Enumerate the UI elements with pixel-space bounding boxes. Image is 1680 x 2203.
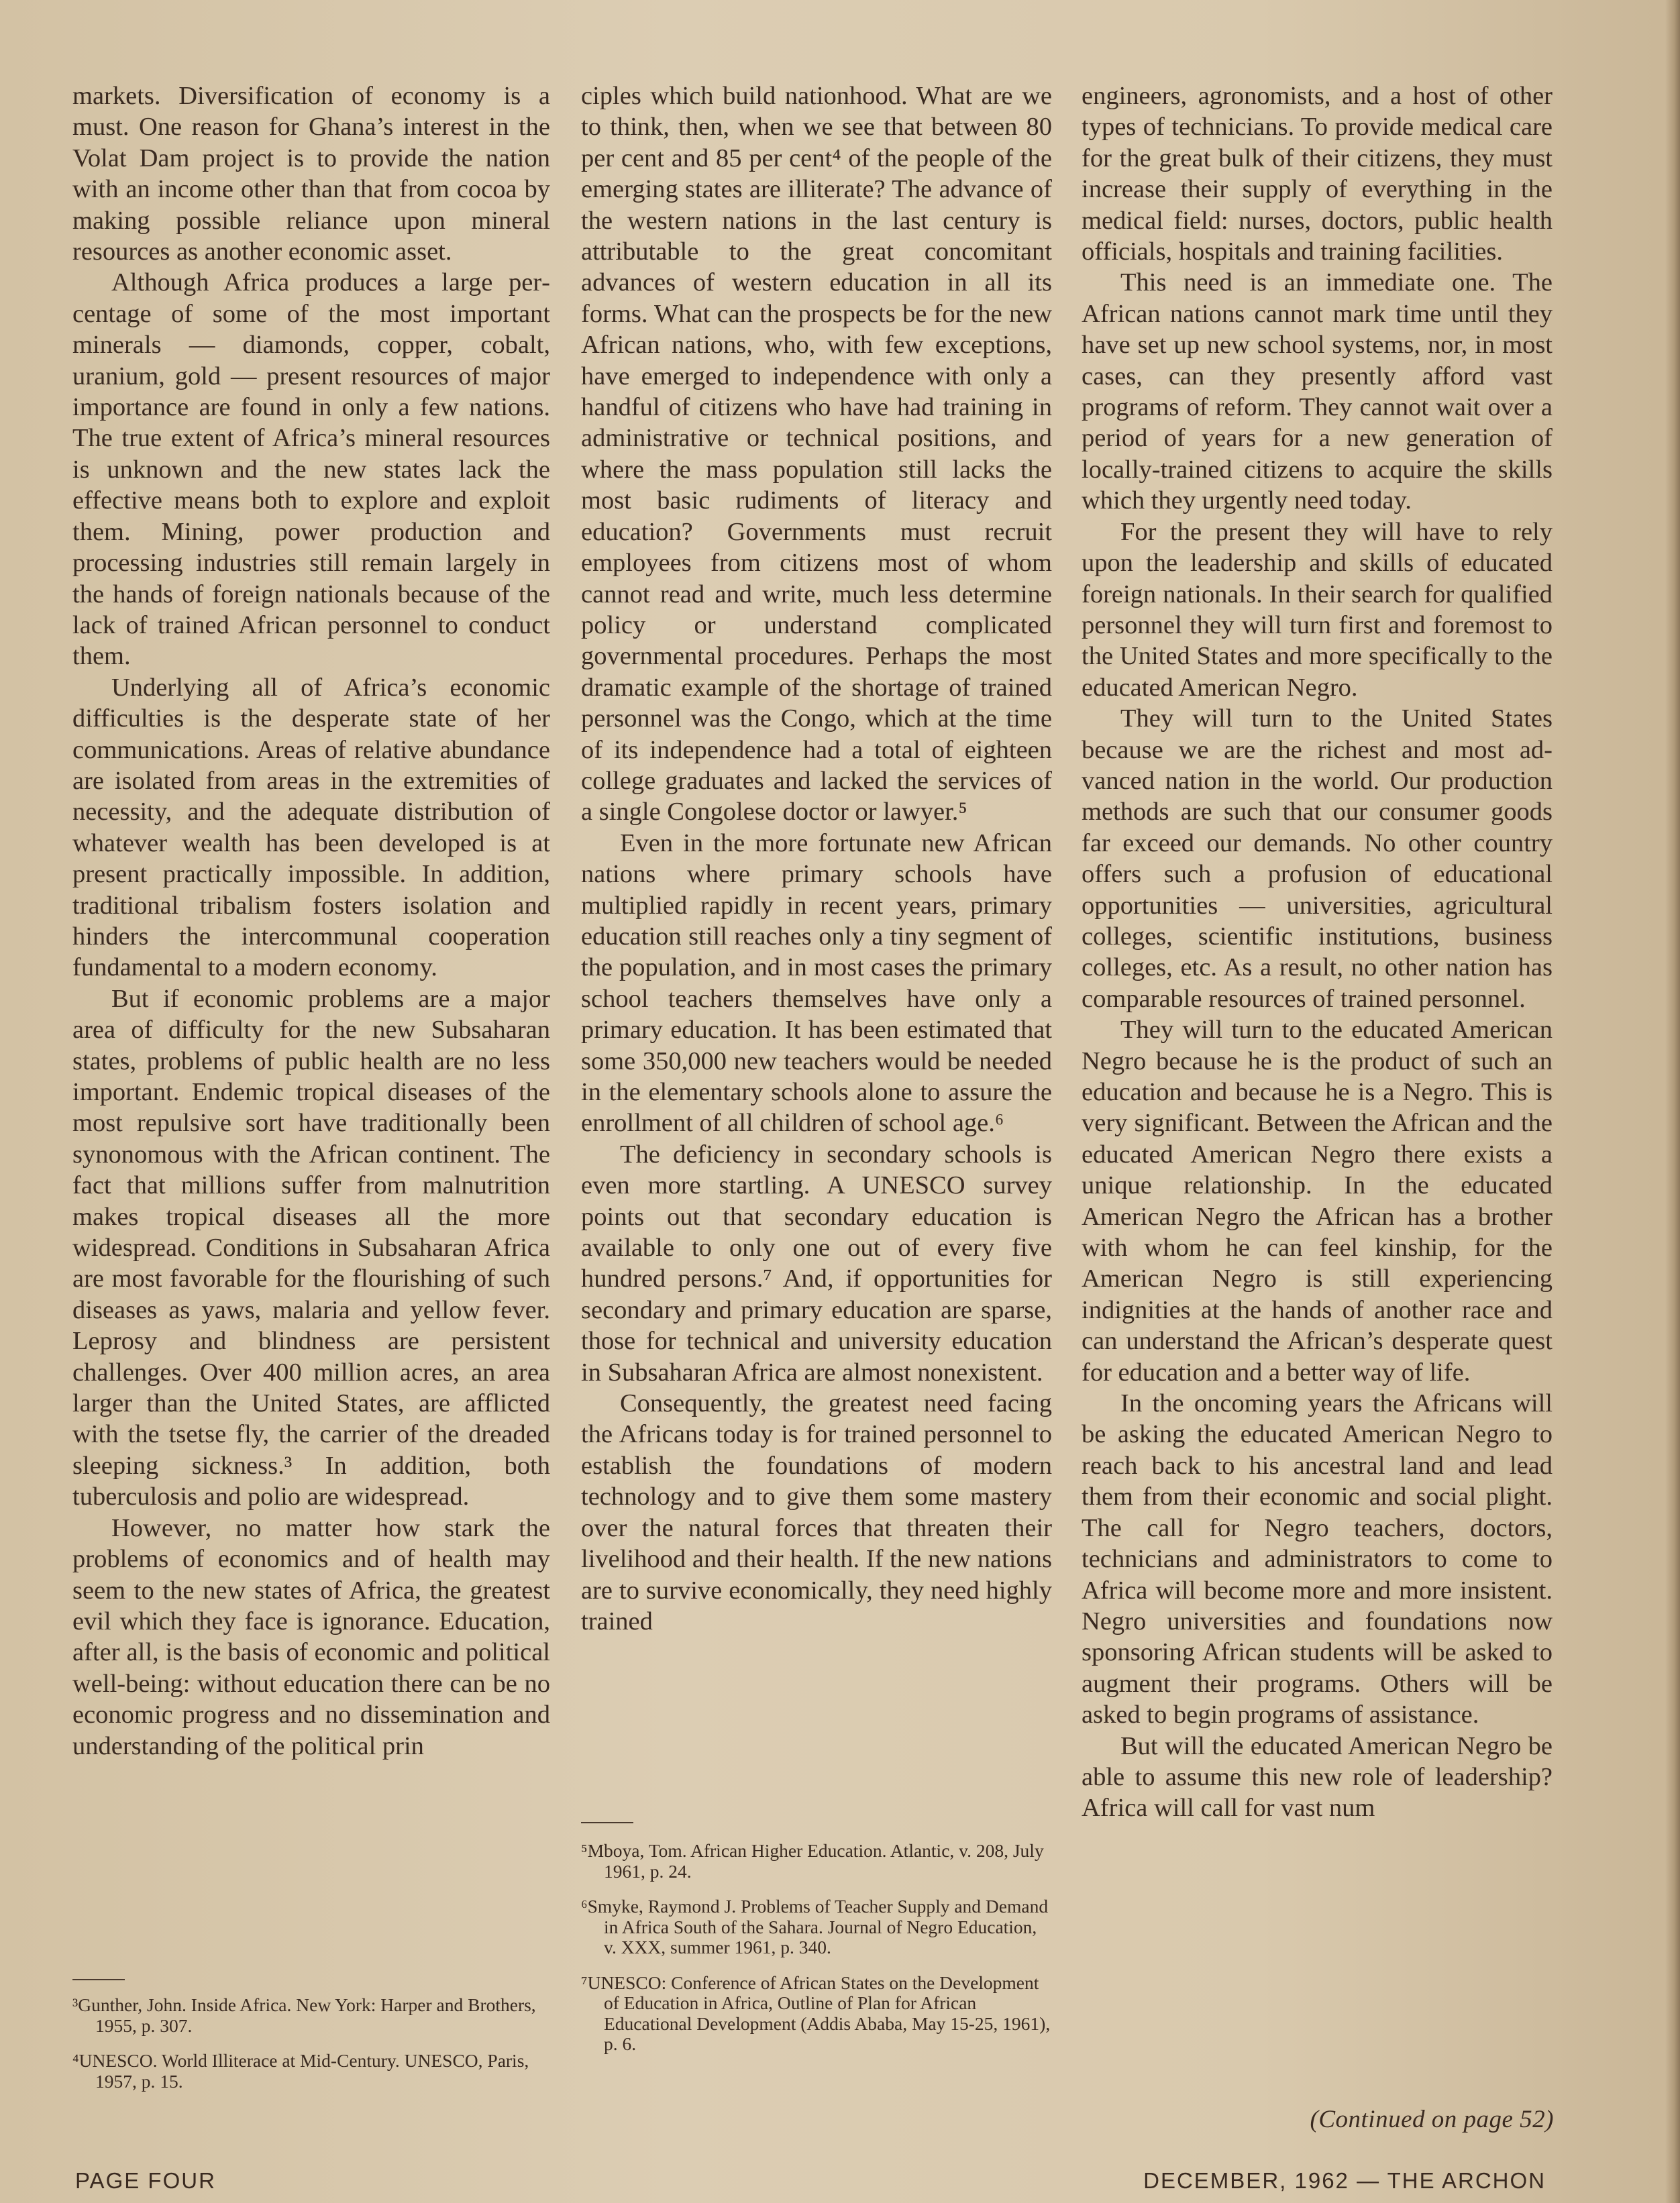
continued-note: (Continued on page 52) bbox=[1310, 2106, 1554, 2133]
paragraph: This need is an immediate one. The African nations cannot mark time until they have set up new school systems, nor, in most cases, can they presently afford vast programs of reform. They cannot wait over a period of years for a new generation of locally-trained citizens to acquire the skills which they urgently need today. bbox=[1082, 268, 1553, 515]
footnote: ⁵Mboya, Tom. African Higher Education. Atlantic, v. 208, July 1961, p. 24. bbox=[581, 1840, 1044, 1882]
paragraph: But will the educated American Negro be able to assume this new role of leadership? Africa will call for vast num bbox=[1082, 1731, 1553, 1823]
paragraph: Underlying all of Africa’s economic difficulties is the desperate state of her communications. Areas of relative abundance are isolated from areas in the extremities of necessity, and the adequate distribution of whatever wealth has been developed is at present practically impossible. In addition, traditional tribalism fosters isolation and hinders the intercommunal cooperation fundamental to a modern economy. bbox=[72, 673, 550, 982]
paragraph: Even in the more fortunate new African nations where primary schools have multiplied rapidly in recent years, primary education still reaches only a tiny segment of the population, and in most cases the primary school teachers themselves have only a primary education. It has been estimated that some 350,000 new teachers would be needed in the elementary schools alone to assure the enrollment of all children of school age.⁶ bbox=[581, 828, 1052, 1138]
paragraph: But if economic problems are a major area of difficulty for the new Subsaharan states, problems of public health are no less important. Endemic tropical diseases of the most repulsive sort have traditionally been synonomous with the African continent. The fact that millions suffer from malnutrition makes tropical diseases all the more widespread. Conditions in Subsaharan Africa are most favorable for the flourishing of such diseases as yaws, malaria and yellow fever. Leprosy and blindness are persistent challenges. Over 400 million acres, an area larger than the United States, are afflicted with the tsetse fly, the carrier of the dreaded sleeping sickness.³ In addition, both tuberculosis and polio are widespread. bbox=[72, 984, 550, 1511]
paragraph: In the oncoming years the Africans will be asking the educated American Negro to reach back to his ancestral land and lead them from their economic and social plight. The call for Negro teachers, doctors, technicians and administrators to come to Africa will become more and more insistent. Negro universities and foundations now sponsoring African students will be asked to augment their programs. Others will be asked to begin programs of assistance. bbox=[1082, 1389, 1553, 1729]
footnote: ⁴UNESCO. World Illiterace at Mid-Century. UNESCO, Paris, 1957, p. 15. bbox=[72, 2050, 529, 2092]
text-column-2 bbox=[581, 80, 1052, 1637]
text-column-1 bbox=[72, 80, 550, 1762]
text-column-3 bbox=[1082, 80, 1553, 1824]
footnotes-column-1 bbox=[72, 1995, 550, 2106]
paragraph: ciples which build nationhood. What are we to think, then, when we see that between 80 per cent and 85 per cent⁴ of the people of the emerging states are illiterate? The advance of the western nations in the last century is attributable to the great concomitant advances of western education in all its forms. What can the prospects be for the new African nations, who, with few exceptions, have emerged to independence with only a handful of citizens who have had training in administrative or technical positions, and where the mass population still lacks the most basic rudiments of literacy and education? Governments must recruit employees from citizens most of whom cannot read and write, much less determine policy or understand complicated governmental procedures. Perhaps the most dramatic example of the shortage of trained personnel was the Congo, which at the time of its independence had a total of eighteen college graduates and lacked the services of a single Congolese doctor or lawyer.⁵ bbox=[581, 82, 1052, 826]
paragraph: markets. Diversification of economy is a must. One reason for Ghana’s interest in the Volat Dam project is to provide the nation with an income other than that from cocoa by making possible reliance upon mineral resources as another economic asset. bbox=[72, 82, 550, 266]
issue-footer: DECEMBER, 1962 — THE ARCHON bbox=[1143, 2168, 1546, 2193]
paragraph: Consequently, the greatest need facing the Africans today is for trained personnel to establish the foundations of modern technology and to give them some mastery over the natural forces that threaten their livelihood and their health. If the new nations are to survive economically, they need highly trained bbox=[581, 1389, 1052, 1635]
footnote: ⁷UNESCO: Conference of African States on the Development of Education in Africa, Outline of Plan for African Educational Development (Addis Ababa, May 15-25, 1961), p. 6. bbox=[581, 1972, 1051, 2054]
paragraph: The deficiency in secondary schools is even more startling. A UNESCO survey points out that secondary education is available to only one out of every five hundred persons.⁷ And, if opportunities for secondary and primary education are sparse, those for technical and university education in Subsaharan Africa are almost nonexistent. bbox=[581, 1140, 1052, 1387]
footnote: ⁶Smyke, Raymond J. Problems of Teacher Supply and Demand in Africa South of the Sahara. Journal of Negro Education, v. XXX, summer 1961, p. 340. bbox=[581, 1896, 1049, 1957]
page-edge-shadow bbox=[1665, 0, 1680, 2203]
paragraph: Although Africa produces a large percentage of some of the most important minerals — diamonds, copper, cobalt, uranium, gold — present resources of major importance are found in only a few nations. The true extent of Africa’s mineral resources is unknown and the new states lack the effective means both to explore and exploit them. Mining, power production and processing industries still remain largely in the hands of foreign nationals because of the lack of trained African personnel to conduct them. bbox=[72, 268, 550, 671]
paragraph: They will turn to the United States because we are the richest and most advanced nation in the world. Our production methods are such that our consumer goods far exceed our demands. No other country offers such a profusion of educational opportunities — universities, agricultural colleges, scientific institutions, business colleges, etc. As a result, no other nation has comparable resources of trained personnel. bbox=[1082, 704, 1553, 1013]
footnote-rule-2 bbox=[581, 1822, 633, 1823]
footnote: ³Gunther, John. Inside Africa. New York: Harper and Brothers, 1955, p. 307. bbox=[72, 1994, 536, 2036]
page-number-footer: PAGE FOUR bbox=[75, 2168, 216, 2193]
paragraph: They will turn to the educated American Negro because he is the product of such an education and because he is a Negro. This is very significant. Between the African and the educated American Negro there exists a unique relationship. In the educated American Negro the African has a brother with whom he can feel kinship, for the American Negro is still experiencing indignities at the hands of another race and can understand the African’s desperate quest for education and a better way of life. bbox=[1082, 1016, 1553, 1387]
paragraph: For the present they will have to rely upon the leadership and skills of educated foreign nationals. In their search for qualified personnel they will turn first and foremost to the United States and more specifically to the educated American Negro. bbox=[1082, 517, 1553, 702]
paragraph: engineers, agronomists, and a host of other types of technicians. To provide medical care for the great bulk of their citizens, they must increase their supply of everything in the medical field: nurses, doctors, public health officials, hospitals and training facilities. bbox=[1082, 82, 1553, 266]
footnotes-column-2 bbox=[581, 1841, 1052, 2070]
footnote-rule-1 bbox=[72, 1979, 125, 1980]
paragraph: However, no matter how stark the problems of economics and of health may seem to the new states of Africa, the greatest evil which they face is ignorance. Education, after all, is the basis of economic and political well-being: without education there can be no economic progress and no dissemination and understanding of the political prin bbox=[72, 1513, 550, 1760]
